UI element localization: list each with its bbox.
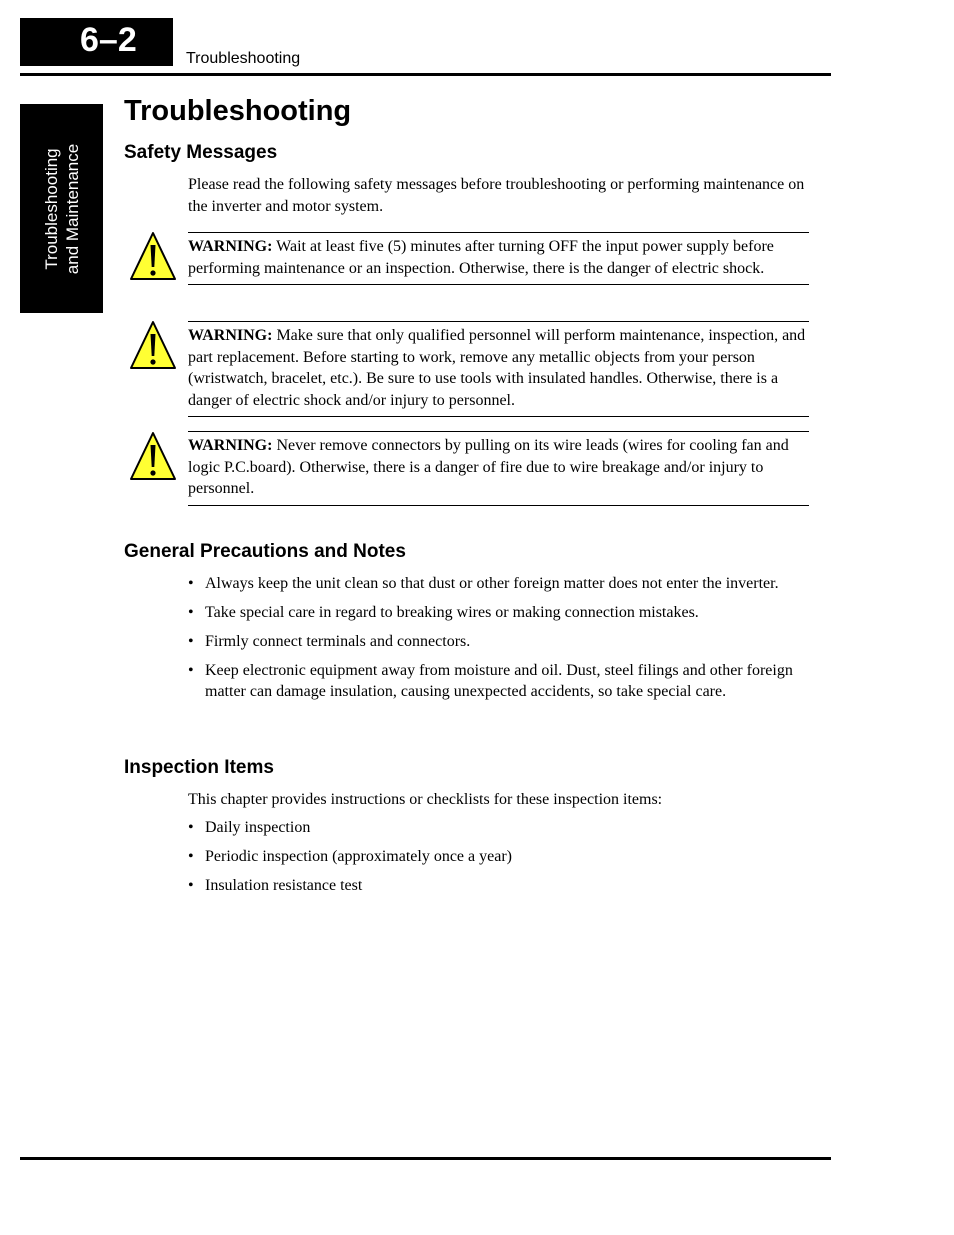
page-number-badge [20, 18, 173, 66]
inspection-list [188, 817, 810, 896]
inspection-intro: This chapter provides instructions or checklists for these inspection items: [188, 791, 663, 808]
warning-triangle-icon [129, 320, 177, 370]
warning-triangle-icon [129, 431, 177, 481]
list-item: • Always keep the unit clean so that dust or other foreign matter does not enter the inverter. [188, 573, 810, 594]
warning-label: WARNING: [188, 238, 273, 255]
list-item: • Insulation resistance test [188, 875, 810, 896]
safety-intro: Please read the following safety messages before troubleshooting or performing maintenance on the inverter and motor system. [188, 176, 805, 215]
warning-box-2 [188, 321, 809, 417]
chapter-side-tab [20, 104, 103, 313]
warning-box-3 [188, 431, 809, 506]
list-item: • Firmly connect terminals and connectors. [188, 631, 810, 652]
section-heading-inspection: Inspection Items [124, 757, 274, 778]
section-heading-safety: Safety Messages [124, 142, 278, 163]
side-tab-text [41, 143, 83, 273]
list-item: • Take special care in regard to breaking wires or making connection mistakes. [188, 602, 810, 623]
warning-label: WARNING: [188, 327, 273, 344]
warning-triangle-icon [129, 231, 177, 281]
precautions-list [188, 573, 810, 702]
side-tab-line-2: and Maintenance [62, 143, 82, 274]
warning-text: Wait at least five (5) minutes after turning OFF the input power supply before performing maintenance or an inspection. Otherwise, there is the danger of electric shock. [188, 238, 774, 277]
footer-rule [20, 1157, 831, 1160]
warning-text: Never remove connectors by pulling on its wire leads (wires for cooling fan and logic P.C.board). Otherwise, there is a danger of fire due to wire breakage and/or injury to personnel. [188, 437, 789, 497]
page-title: Troubleshooting [124, 95, 352, 127]
side-tab-line-1: Troubleshooting [41, 147, 61, 270]
list-item: • Periodic inspection (approximately once a year) [188, 846, 810, 867]
list-item: • Keep electronic equipment away from moisture and oil. Dust, steel filings and other foreign matter can damage insulation, causing unexpected accidents, so take special care. [188, 660, 810, 702]
list-item: • Daily inspection [188, 817, 810, 838]
warning-box-1 [188, 232, 809, 285]
warning-label: WARNING: [188, 437, 273, 454]
section-heading-precautions: General Precautions and Notes [124, 541, 406, 562]
header-rule [20, 73, 831, 76]
running-title: Troubleshooting [186, 50, 301, 67]
warning-text: Make sure that only qualified personnel will perform maintenance, inspection, and part replacement. Before starting to work, remove any metallic objects from your person (wristwatch, bracelet, etc.). Be sure to use tools with insulated handles. Otherwise, there is a danger of electric shock and/or injury to personnel. [188, 327, 806, 409]
page-number: 6–2 [80, 21, 137, 59]
